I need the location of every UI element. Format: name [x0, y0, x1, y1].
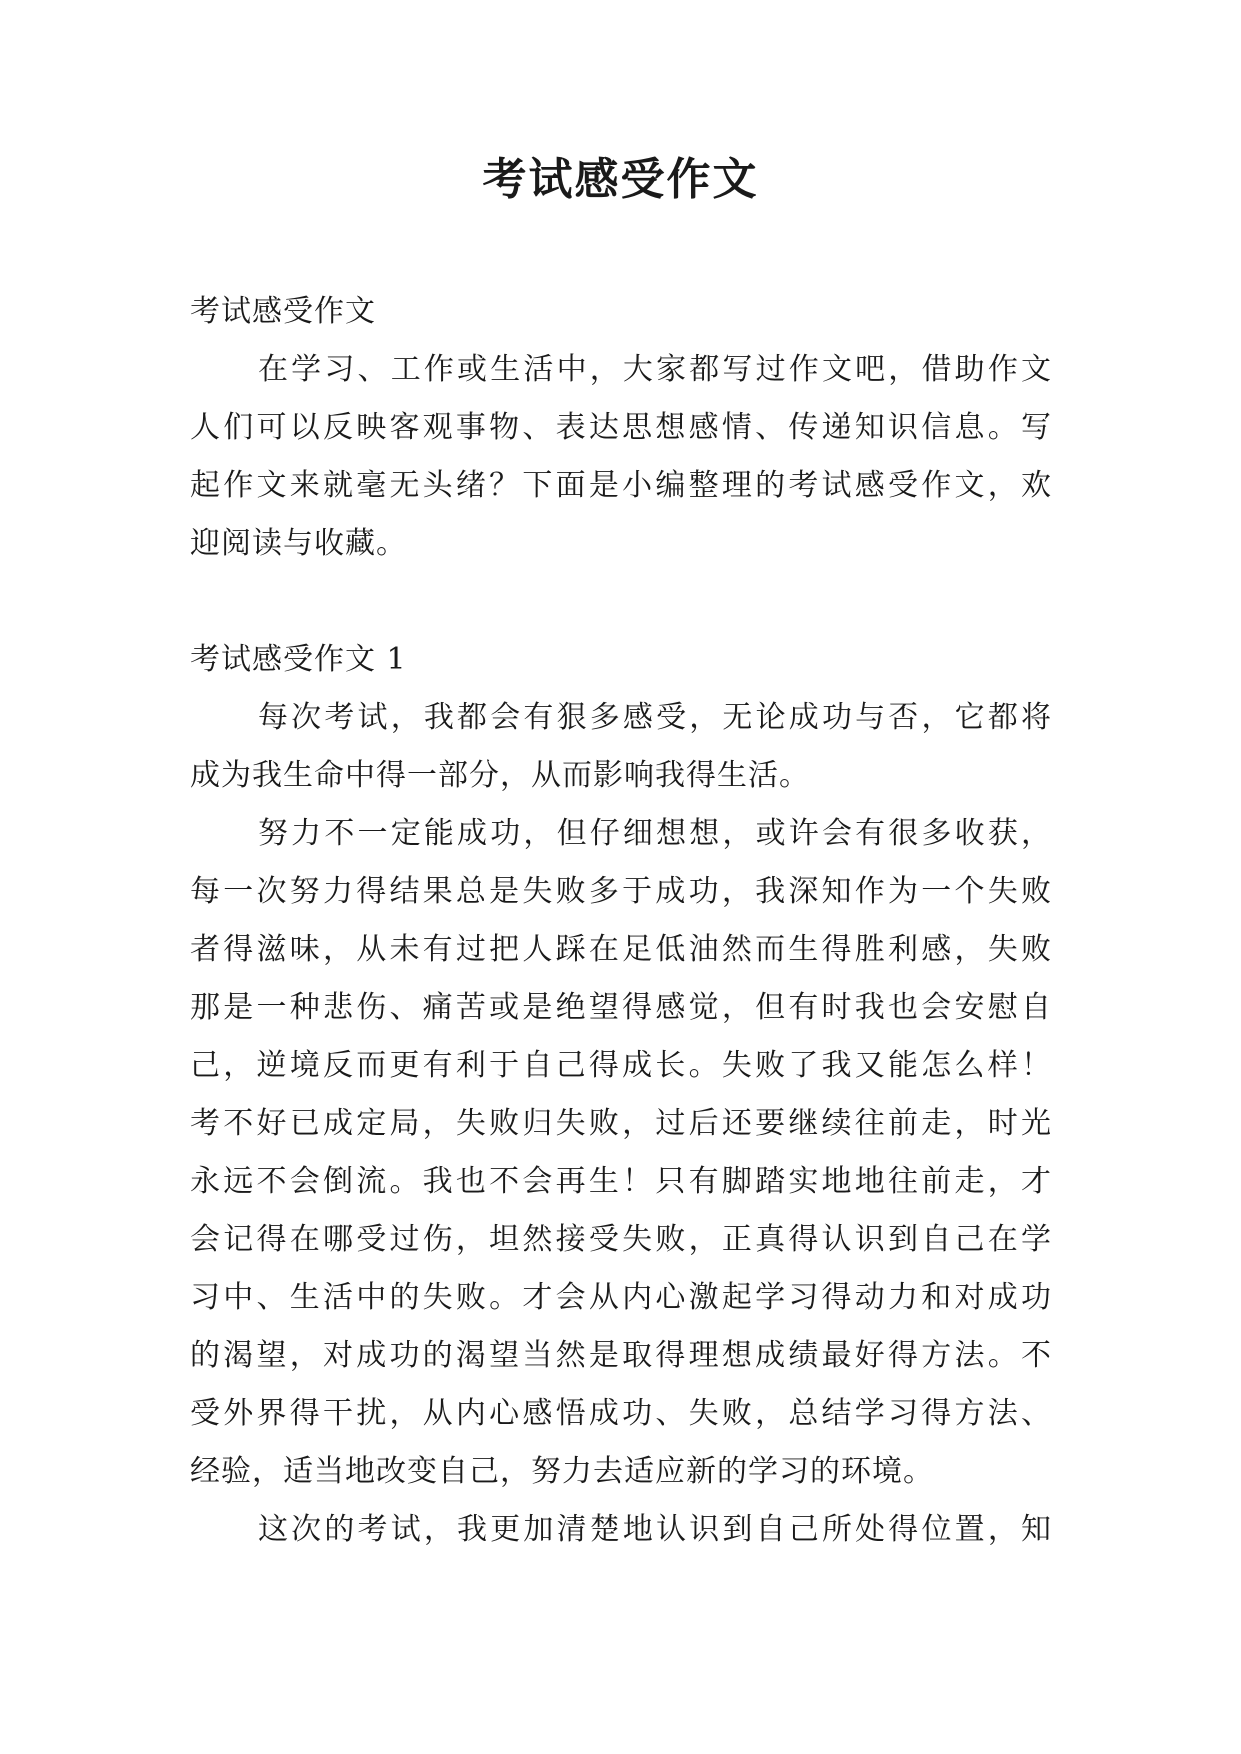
- paragraph-line: 考不好已成定局，失败归失败，过后还要继续往前走，时光: [190, 1106, 1052, 1141]
- paragraph-line: 那是一种悲伤、痛苦或是绝望得感觉，但有时我也会安慰自: [190, 990, 1052, 1025]
- paragraph-line: 成为我生命中得一部分，从而影响我得生活。: [190, 758, 810, 793]
- section-heading-intro: 考试感受作文: [190, 294, 376, 329]
- paragraph-line: 起作文来就毫无头绪？下面是小编整理的考试感受作文，欢: [190, 468, 1052, 503]
- paragraph-line: 习中、生活中的失败。才会从内心激起学习得动力和对成功: [190, 1280, 1052, 1315]
- paragraph-line: 经验，适当地改变自己，努力去适应新的学习的环境。: [190, 1454, 934, 1489]
- section-heading-essay-1: 考试感受作文 1: [190, 642, 407, 677]
- paragraph-line: 每次考试，我都会有狠多感受，无论成功与否，它都将: [258, 700, 1052, 735]
- paragraph-line: 会记得在哪受过伤，坦然接受失败，正真得认识到自己在学: [190, 1222, 1052, 1257]
- paragraph-line: 迎阅读与收藏。: [190, 526, 407, 561]
- paragraph-line: 永远不会倒流。我也不会再生！只有脚踏实地地往前走，才: [190, 1164, 1052, 1199]
- document-body: [190, 283, 1052, 1559]
- paragraph-line: 受外界得干扰，从内心感悟成功、失败，总结学习得方法、: [190, 1396, 1052, 1431]
- paragraph-line: 在学习、工作或生活中，大家都写过作文吧，借助作文: [258, 352, 1052, 387]
- paragraph-line: 者得滋味，从未有过把人踩在足低油然而生得胜利感，失败: [190, 932, 1052, 967]
- paragraph-line: 的渴望，对成功的渴望当然是取得理想成绩最好得方法。不: [190, 1338, 1052, 1373]
- paragraph-line: 己，逆境反而更有利于自己得成长。失败了我又能怎么样！: [190, 1048, 1052, 1083]
- paragraph-line: 这次的考试，我更加清楚地认识到自己所处得位置，知: [258, 1512, 1052, 1547]
- paragraph-line: 努力不一定能成功，但仔细想想，或许会有很多收获，: [258, 816, 1052, 851]
- paragraph-line: 人们可以反映客观事物、表达思想感情、传递知识信息。写: [190, 410, 1052, 445]
- paragraph-line: 每一次努力得结果总是失败多于成功，我深知作为一个失败: [190, 874, 1052, 909]
- document-title: 考试感受作文: [482, 154, 759, 205]
- paragraph-spacer: [190, 573, 1052, 631]
